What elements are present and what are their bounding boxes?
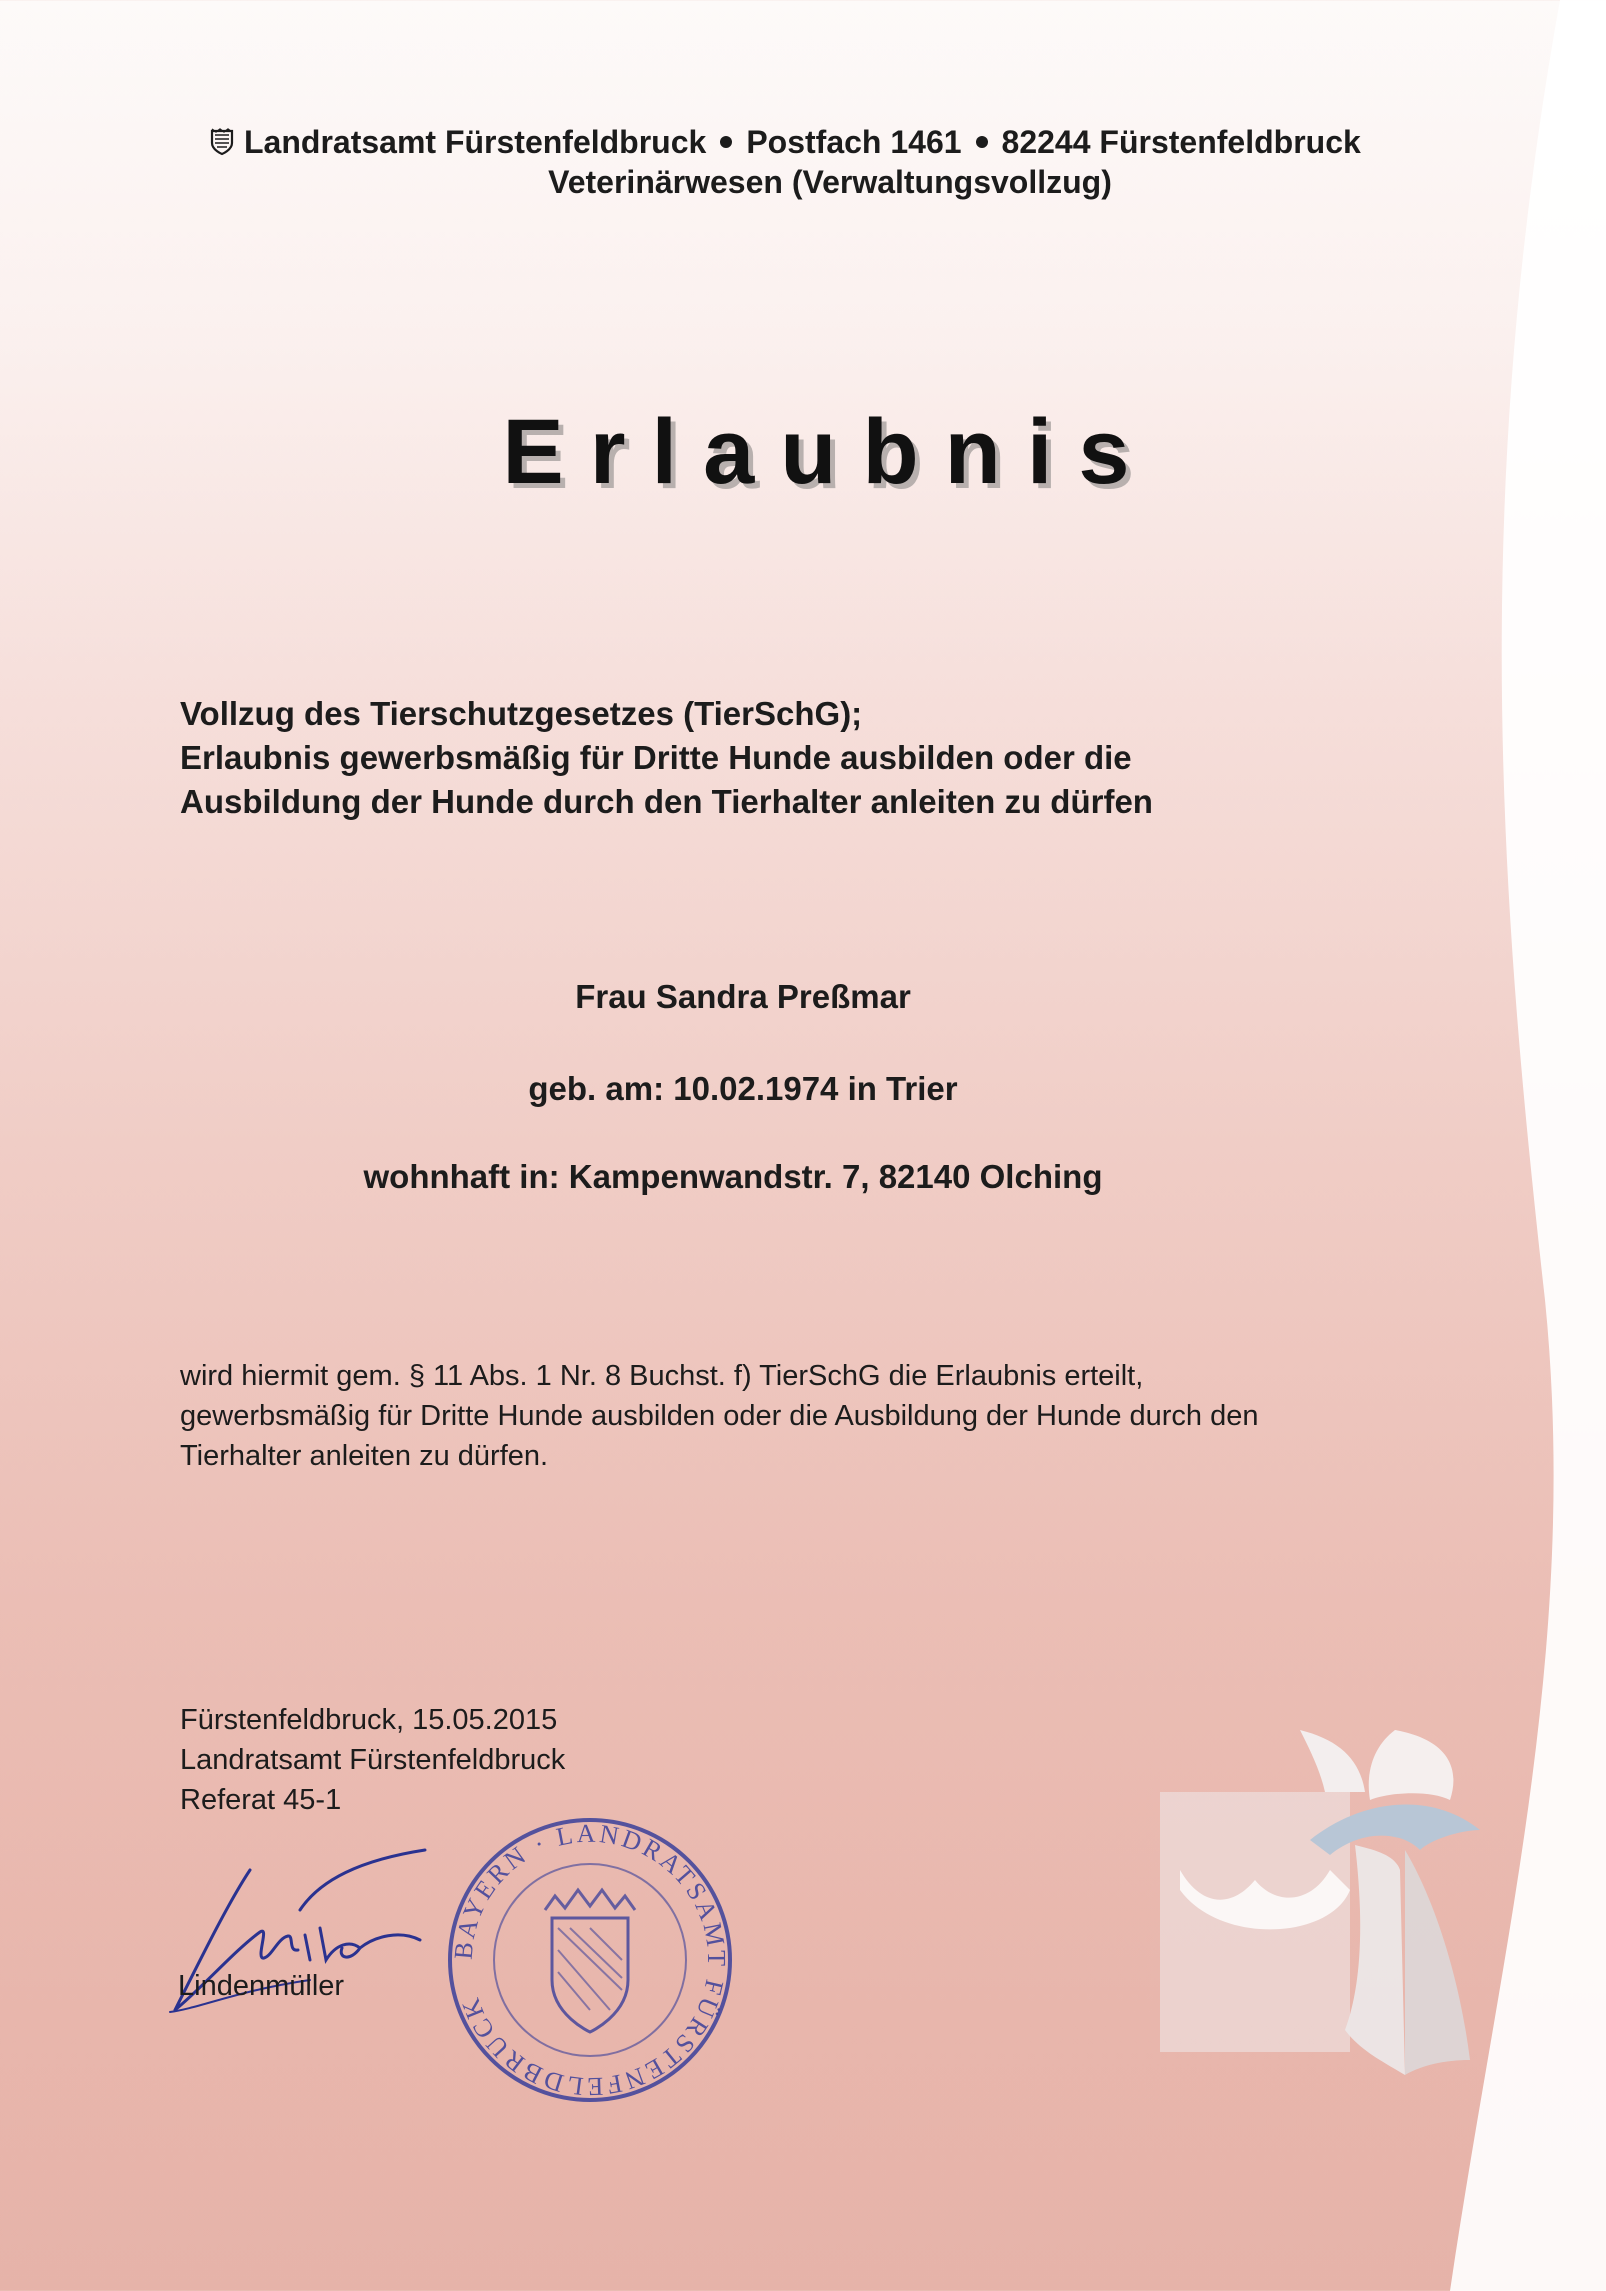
letterhead (210, 122, 1500, 202)
official-seal (440, 1810, 740, 2110)
svg-text:BAYERN · LANDRATSAMT FÜRSTENFE: BAYERN · LANDRATSAMT FÜRSTENFELDBRUCK (448, 1818, 732, 2102)
separator-dot (720, 136, 732, 148)
issuer-block (180, 1700, 565, 1820)
holder-name: Frau Sandra Preßmar (575, 978, 911, 1015)
letterhead-city: 82244 Fürstenfeldbruck (1001, 124, 1361, 160)
document-title: Erlaubnis (502, 401, 1156, 503)
letterhead-department: Veterinärwesen (Verwaltungsvollzug) (548, 164, 1112, 200)
subject-line: Ausbildung der Hunde durch den Tierhalter anleiten zu dürfen (180, 783, 1153, 820)
permit-text-line: Tierhalter anleiten zu dürfen. (180, 1440, 549, 1472)
subject-line: Vollzug des Tierschutzgesetzes (TierSchG); (180, 695, 863, 732)
holder-birth: geb. am: 10.02.1974 in Trier (528, 1070, 958, 1107)
issuer-department: Referat 45-1 (180, 1784, 342, 1816)
holder-address: wohnhaft in: Kampenwandstr. 7, 82140 Olching (363, 1158, 1103, 1195)
bavarian-crest-icon (210, 128, 234, 156)
subject-line: Erlaubnis gewerbsmäßig für Dritte Hunde ausbilden oder die (180, 739, 1132, 776)
separator-dot (976, 136, 988, 148)
letterhead-postbox: Postfach 1461 (746, 124, 962, 160)
district-logo (1160, 1730, 1490, 2090)
issuer-office: Landratsamt Fürstenfeldbruck (180, 1744, 566, 1776)
signer-name: Lindenmüller (178, 1970, 345, 2002)
permit-text-line: gewerbsmäßig für Dritte Hunde ausbilden oder die Ausbildung der Hunde durch den (180, 1400, 1259, 1432)
subject-block (180, 692, 1430, 824)
permit-text-line: wird hiermit gem. § 11 Abs. 1 Nr. 8 Buchst. f) TierSchG die Erlaubnis erteilt, (180, 1360, 1144, 1392)
letterhead-office: Landratsamt Fürstenfeldbruck (244, 124, 707, 160)
permit-text (180, 1356, 1480, 1476)
letterhead-line1 (210, 122, 1500, 162)
place-date: Fürstenfeldbruck, 15.05.2015 (180, 1704, 558, 1736)
